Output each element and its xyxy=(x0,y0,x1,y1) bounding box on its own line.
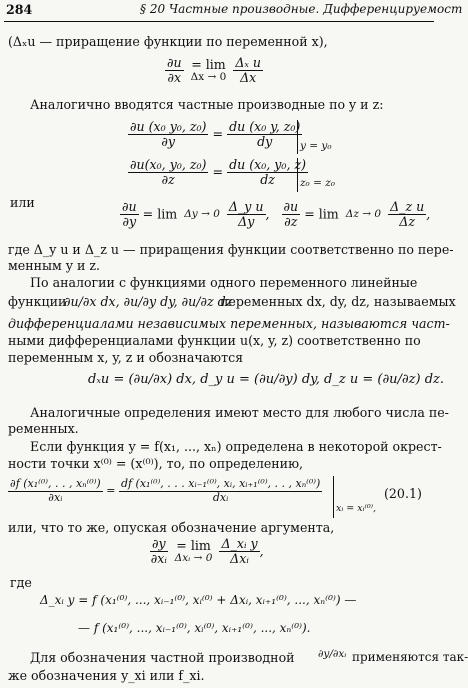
text-line-7a: Если функция y = f(x₁, ..., xₙ) определена в некоторой окрест- xyxy=(30,439,442,454)
inline-dy-dxi: ∂y/∂xᵢ xyxy=(318,648,347,660)
text-line-4a: где Δ_y u и Δ_z u — приращения функции соответственно по пере- xyxy=(8,242,454,257)
text-line-10a: Для обозначения частной производной xyxy=(30,650,295,665)
text-line-5b-left: функции xyxy=(8,294,67,309)
formula-partial-y: $\frac{\text{∂u (x₀ y₀, z₀)}}{\partial y}$ = $\frac{\text{du (x₀ y, z₀)}}{dy}$ xyxy=(130,119,301,150)
running-title: § 20 Частные производные. Дифференцируемост xyxy=(140,2,463,16)
equation-label: (20.1) xyxy=(384,486,422,501)
formula-increment-line-1: Δ_xᵢ y = f (x₁⁽⁰⁾, ..., xᵢ₋₁⁽⁰⁾, xᵢ⁽⁰⁾ + Δxᵢ, xᵢ₊₁⁽⁰⁾, ..., xₙ⁽⁰⁾) — xyxy=(40,593,357,607)
page-number: 284 xyxy=(6,2,33,17)
text-line-9: где xyxy=(10,575,32,590)
text-line-3: или xyxy=(10,195,35,210)
eval-condition: xᵢ = xᵢ⁽⁰⁾, xyxy=(336,503,377,514)
eval-condition: y = y₀ xyxy=(300,140,332,152)
text-line-4b: менным y и z. xyxy=(8,258,101,273)
fraction: $\frac{\partial u}{\partial x}$ xyxy=(167,55,182,86)
text-line-5e: переменным x, y, z и обозначаются xyxy=(8,350,244,365)
header-rule xyxy=(4,21,434,22)
text-line-10c: же обозначения y_xi или f_xi. xyxy=(8,668,205,683)
text-line-6b: ременных. xyxy=(8,421,79,436)
text-line-1: (Δₓu — приращение функции по переменной x), xyxy=(8,34,328,49)
text-line-5a: По аналогии с функциями одного переменного линейные xyxy=(30,275,418,290)
eval-bar xyxy=(297,120,298,154)
eval-bar xyxy=(297,158,298,192)
text-line-5b-right: переменных dx, dy, dz, называемых xyxy=(220,294,456,309)
formula-partial-z: $\frac{\text{∂u(x₀, y₀, z₀)}}{\partial z}$ = $\frac{\text{du (x₀, y₀, z)}}{dz}$ xyxy=(130,157,307,188)
formula-limits-yz: $\frac{\partial u}{\partial y}$ = lim Δy → 0 $\frac{\text{Δ\_y u}}{\Delta y}$ , $\frac{\partial u}{\partial z}$ = lim Δz → 0 $\frac{\text{Δ\_z u}}{\Delta z}$ , xyxy=(122,199,431,230)
text-line-8: или, что то же, опуская обозначение аргумента, xyxy=(8,520,335,535)
formula-20-1: $\frac{\text{∂f (x₁⁽⁰⁾, . . , xₙ⁽⁰⁾)}}{\text{∂xᵢ}}$ = $\frac{\text{df (x₁⁽⁰⁾, . . . xᵢ₋₁⁽⁰⁾, xᵢ, xᵢ₊₁⁽⁰⁾, . . , xₙ⁽⁰⁾)}}{\text{dxᵢ}}$ xyxy=(10,477,321,504)
formula-partial-differentials: dₓu = (∂u/∂x) dx, d_y u = (∂u/∂y) dy, d_z u = (∂u/∂z) dz. xyxy=(88,372,444,387)
text-line-5d: ными дифференциалами функции u(x, y, z) соответственно по xyxy=(8,333,421,348)
formula-partial-x: $\frac{\partial u}{\partial x}$ = lim Δx → 0 $\frac{\text{Δₓ u}}{\Delta x}$ xyxy=(167,55,262,86)
eval-bar xyxy=(333,476,334,518)
eval-condition: z₀ = z₀ xyxy=(300,177,335,189)
text-line-10b: применяются так- xyxy=(352,650,468,664)
inline-partial-differentials: ∂u/∂x dx, ∂u/∂y dy, ∂u/∂z dz xyxy=(64,294,233,309)
text-line-2: Аналогично вводятся частные производные по y и z: xyxy=(30,97,384,112)
text-line-6a: Аналогичные определения имеют место для любого числа пе- xyxy=(30,405,449,420)
text-line-7b: ности точки x⁽⁰⁾ = (x⁽⁰⁾), то, по определению, xyxy=(8,456,304,471)
text-line-5c: дифференциалами независимых переменных, называются част- xyxy=(8,316,450,331)
formula-increment-line-2: — f (x₁⁽⁰⁾, ..., xᵢ₋₁⁽⁰⁾, xᵢ⁽⁰⁾, xᵢ₊₁⁽⁰⁾, ..., xₙ⁽⁰⁾). xyxy=(78,621,311,635)
formula-dy-dxi: $\frac{\partial y}{\text{∂xᵢ}}$ = lim Δxᵢ → 0 $\frac{\text{Δ\_xᵢ y}}{\text{Δxᵢ}}$ , xyxy=(150,536,264,567)
